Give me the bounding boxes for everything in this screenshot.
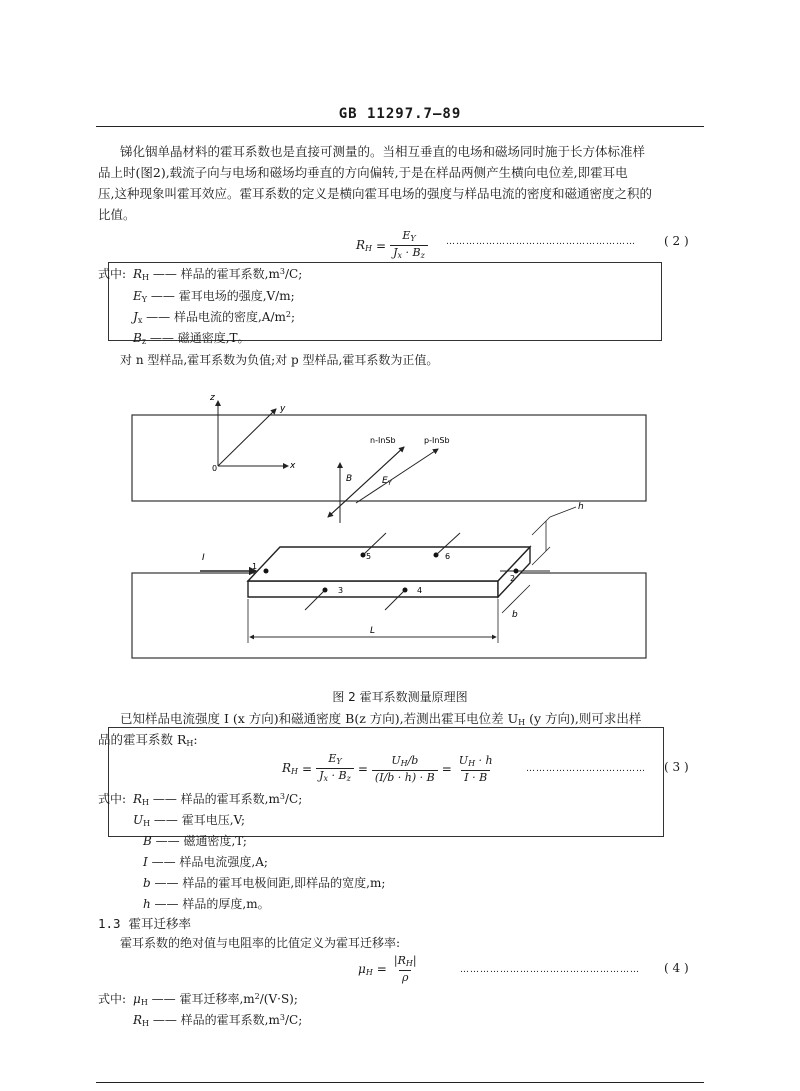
definition-uh: $U_H$ —— 霍耳电压,V;	[133, 813, 246, 828]
intro-line-3: 压,这种现象叫霍耳效应。霍耳系数的定义是横向霍耳电场的强度与样品电流的密度和磁通密度之积的	[98, 186, 652, 201]
equation-2-fraction: $\frac{E_Y}{J_x \cdot B_z}$	[390, 229, 428, 262]
figure-caption: 图 2 霍耳系数测量原理图	[332, 690, 468, 704]
current-label: I	[202, 553, 205, 563]
equation-2-leader: …………………………………………………	[446, 237, 636, 247]
svg-text:3: 3	[338, 586, 344, 595]
equation-4-leader: ………………………………………………	[460, 965, 640, 975]
intro-line-2: 品上时(图2),载流子向与电场和磁场均垂直的方向偏转,于是在样品两侧产生横向电位差,即霍耳电	[98, 165, 628, 180]
standard-number: GB 11297.7—89	[338, 106, 462, 122]
section-text: 霍耳系数的绝对值与电阻率的比值定义为霍耳迁移率:	[120, 936, 401, 950]
given-line-2: 品的霍耳系数 $R_H$:	[98, 732, 198, 748]
header-rule	[96, 126, 704, 127]
given-line-1: 已知样品电流强度 I (x 方向)和磁通密度 B(z 方向),若测出霍耳电位差 $U_H$ (y 方向),则可求出样	[120, 711, 642, 727]
svg-text:5: 5	[366, 552, 372, 561]
where-prefix-3: 式中:	[98, 992, 127, 1006]
definition-mu-h: $\mu_H$ —— 霍耳迁移率$,m^2/(V\cdot S)$;	[133, 992, 298, 1007]
definition-b-width: b —— 样品的霍耳电极间距,即样品的宽度,m;	[143, 876, 386, 890]
width-label: b	[512, 610, 518, 620]
definition-h: h —— 样品的厚度,m。	[143, 897, 270, 911]
definition-rh-1: $R_H$ —— 样品的霍耳系数$,m^3/C$;	[133, 267, 303, 282]
svg-text:4: 4	[417, 586, 423, 595]
where-prefix-2: 式中:	[98, 792, 127, 806]
svg-text:2: 2	[510, 574, 516, 583]
n-insb-label: n-InSb	[370, 436, 396, 445]
definition-b: B —— 磁通密度,T;	[143, 834, 247, 848]
equation-3-leader: ………………………………	[526, 764, 646, 774]
ey-label: $E_Y$	[382, 476, 392, 487]
definition-rh-2: $R_H$ —— 样品的霍耳系数$,m^3/C$;	[133, 792, 303, 807]
intro-line-1: 锑化铟单晶材料的霍耳系数也是直接可测量的。当相互垂直的电场和磁场同时施于长方体标准样	[120, 144, 646, 159]
definition-jx: $J_x$ —— 样品电流的密度$,A/m^2$;	[133, 310, 296, 325]
hall-measurement-figure	[120, 385, 660, 670]
length-label: L	[370, 626, 376, 636]
equation-4: $\mu_H$ = $\frac{|R_H|}{\rho}$	[358, 954, 417, 984]
definition-i: I —— 样品电流强度,A;	[143, 855, 268, 869]
sign-note: 对 n 型样品,霍耳系数为负值;对 p 型样品,霍耳系数为正值。	[120, 353, 439, 367]
svg-text:B: B	[346, 474, 353, 484]
footer-rule	[96, 1082, 704, 1083]
coordinate-axes	[209, 393, 296, 473]
svg-text:1: 1	[252, 562, 258, 571]
axis-x-label: x	[290, 461, 296, 471]
definition-bz: $B_z$ —— 磁通密度,T。	[133, 331, 250, 346]
equation-2-number: ( 2 )	[664, 234, 689, 248]
equation-4-number: ( 4 )	[664, 961, 689, 975]
equation-3: $R_H$ = $\frac{E_Y}{J_x \cdot B_z}$ = $\frac{U_H/b}{(I/b \cdot h) \cdot B}$ = $\frac{U_H \cdot h}{I \cdot B}$	[282, 752, 493, 784]
definition-rh-3: $R_H$ —— 样品的霍耳系数$,m^3/C$;	[133, 1013, 303, 1028]
thickness-label: h	[578, 502, 584, 512]
equation-2: $R_H$ = $\frac{E_Y}{J_x \cdot B_z}$	[356, 229, 428, 262]
upper-magnet-pole	[132, 415, 646, 501]
axis-y-label: y	[280, 404, 286, 414]
p-insb-label: p-InSb	[424, 436, 450, 445]
b-field-arrow	[340, 463, 352, 523]
sample-bar	[248, 547, 530, 597]
section-heading: 1.3 霍耳迁移率	[98, 916, 192, 931]
axis-z-label: z	[210, 393, 215, 403]
origin-label: 0	[212, 464, 218, 473]
where-prefix-1: 式中:	[98, 267, 127, 281]
intro-line-4: 比值。	[98, 207, 136, 222]
equation-3-number: ( 3 )	[664, 760, 689, 774]
svg-text:6: 6	[445, 552, 451, 561]
definition-ey: $E_Y$ —— 霍耳电场的强度,V/m;	[133, 289, 295, 304]
